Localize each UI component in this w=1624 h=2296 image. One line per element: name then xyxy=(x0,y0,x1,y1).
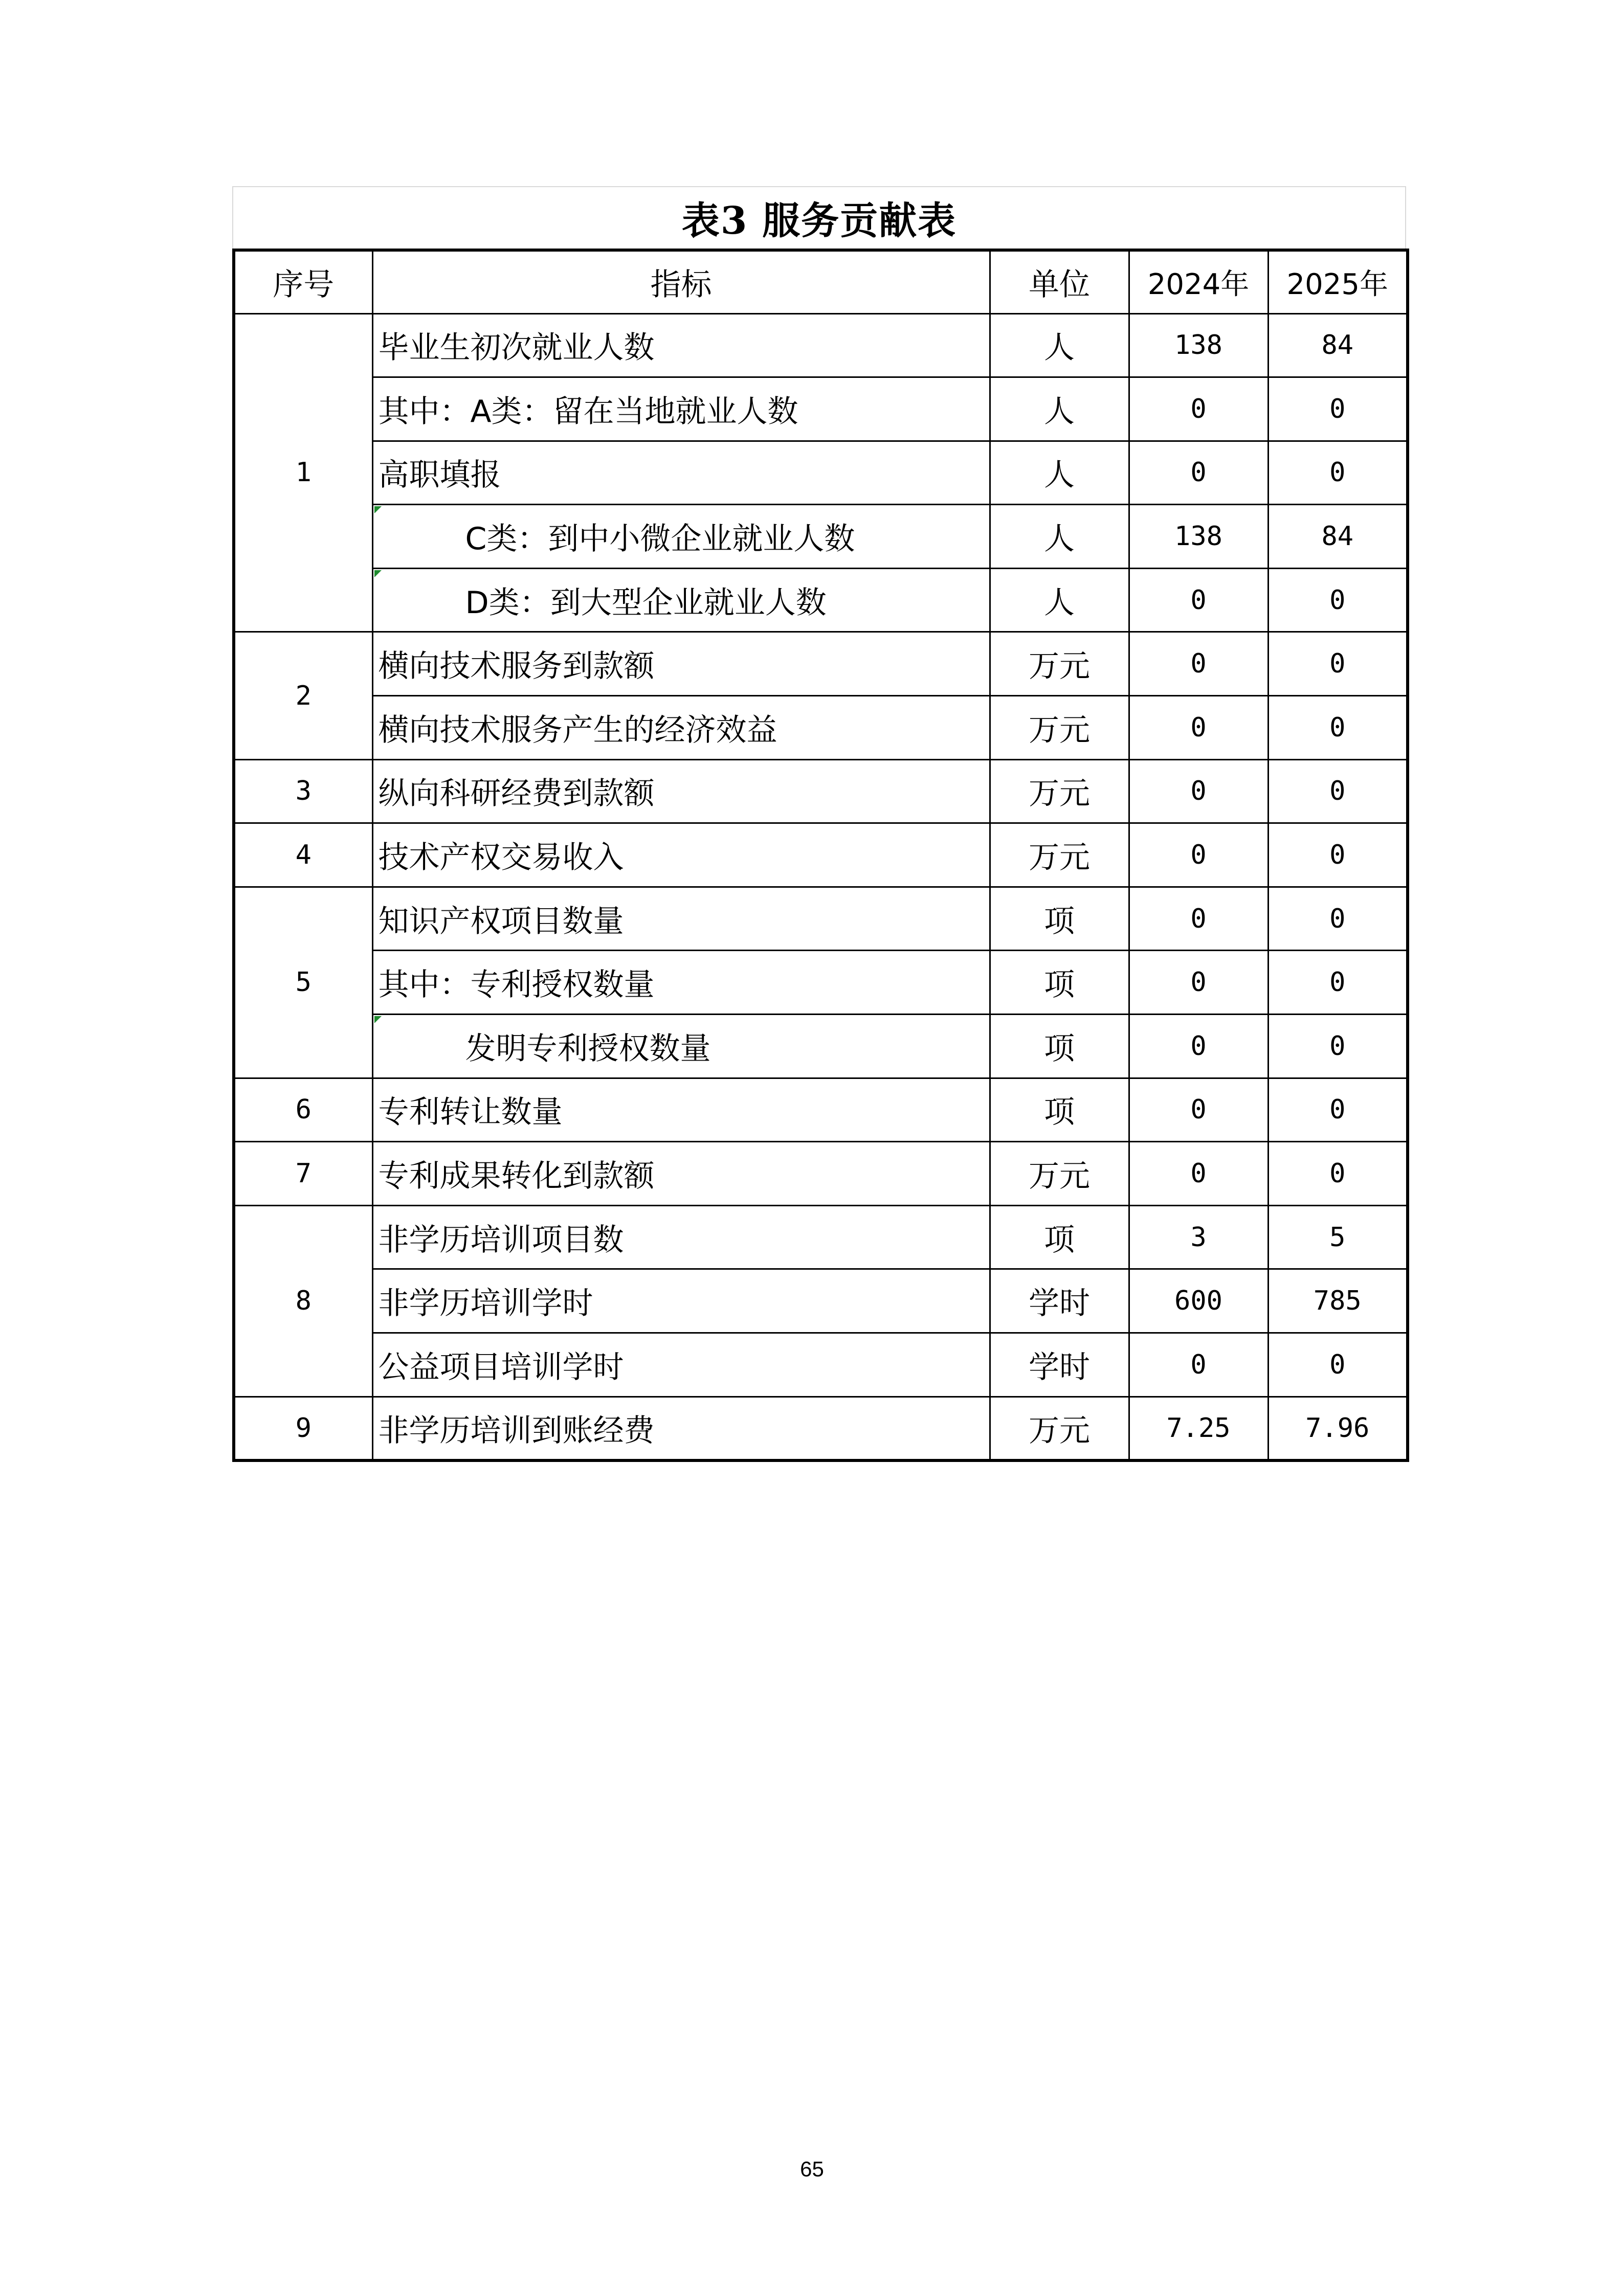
unit-cell: 万元 xyxy=(990,696,1129,760)
value-2025-cell: 0 xyxy=(1268,568,1408,632)
indicator-text: D类：到大型企业就业人数 xyxy=(465,584,827,621)
table-row xyxy=(234,505,1408,569)
indicator-text: 专利成果转化到款额 xyxy=(378,1158,655,1195)
value-2024-cell: 0 xyxy=(1129,1015,1268,1078)
indicator-cell xyxy=(372,568,990,632)
unit-cell: 项 xyxy=(990,887,1129,951)
table-row xyxy=(234,313,1408,377)
indicator-cell xyxy=(372,441,990,505)
value-2024-cell: 0 xyxy=(1129,759,1268,823)
indicator-text: 发明专利授权数量 xyxy=(465,1030,711,1067)
table-row xyxy=(234,1015,1408,1078)
value-2024-cell: 0 xyxy=(1129,441,1268,505)
cell-comment-marker-icon xyxy=(374,506,382,513)
unit-cell: 项 xyxy=(990,951,1129,1015)
header-2024: 2024年 xyxy=(1129,250,1268,313)
table-row xyxy=(234,951,1408,1015)
value-2025-cell: 0 xyxy=(1268,441,1408,505)
value-2024-cell: 0 xyxy=(1129,696,1268,760)
header-no: 序号 xyxy=(234,250,372,313)
indicator-text: 技术产权交易收入 xyxy=(378,840,624,876)
indicator-text: 非学历培训学时 xyxy=(378,1286,593,1322)
indicator-text: 毕业生初次就业人数 xyxy=(378,330,655,366)
indicator-text: 纵向科研经费到款额 xyxy=(378,776,655,812)
indicator-text: 公益项目培训学时 xyxy=(378,1349,624,1385)
unit-cell: 万元 xyxy=(990,1142,1129,1206)
row-number: 1 xyxy=(234,313,372,632)
indicator-text: 横向技术服务到款额 xyxy=(378,648,655,685)
value-2024-cell: 0 xyxy=(1129,887,1268,951)
table-row xyxy=(234,696,1408,760)
unit-cell: 人 xyxy=(990,505,1129,569)
value-2025-cell: 0 xyxy=(1268,1333,1408,1397)
row-number: 2 xyxy=(234,632,372,759)
row-number: 3 xyxy=(234,759,372,823)
value-2024-cell: 0 xyxy=(1129,568,1268,632)
value-2025-cell: 7.96 xyxy=(1268,1397,1408,1460)
table-row xyxy=(234,441,1408,505)
unit-cell: 学时 xyxy=(990,1269,1129,1333)
value-2025-cell: 0 xyxy=(1268,696,1408,760)
indicator-cell xyxy=(372,632,990,696)
header-indicator: 指标 xyxy=(372,250,990,313)
value-2024-cell: 138 xyxy=(1129,313,1268,377)
row-number: 9 xyxy=(234,1397,372,1460)
indicator-text: C类：到中小微企业就业人数 xyxy=(465,521,855,557)
indicator-cell xyxy=(372,377,990,441)
table-row xyxy=(234,1205,1408,1269)
table-row xyxy=(234,887,1408,951)
indicator-cell xyxy=(372,759,990,823)
indicator-cell xyxy=(372,313,990,377)
table-row xyxy=(234,759,1408,823)
row-number: 7 xyxy=(234,1142,372,1206)
indicator-cell xyxy=(372,696,990,760)
row-number: 8 xyxy=(234,1205,372,1397)
unit-cell: 人 xyxy=(990,377,1129,441)
page-number: 65 xyxy=(800,2157,824,2181)
indicator-cell xyxy=(372,1142,990,1206)
value-2025-cell: 785 xyxy=(1268,1269,1408,1333)
value-2025-cell: 84 xyxy=(1268,505,1408,569)
value-2024-cell: 0 xyxy=(1129,1078,1268,1142)
value-2024-cell: 0 xyxy=(1129,632,1268,696)
unit-cell: 万元 xyxy=(990,823,1129,887)
row-number: 4 xyxy=(234,823,372,887)
table-row xyxy=(234,632,1408,696)
unit-cell: 项 xyxy=(990,1078,1129,1142)
indicator-cell xyxy=(372,823,990,887)
service-contribution-table xyxy=(232,186,1406,1462)
indicator-text: 横向技术服务产生的经济效益 xyxy=(378,712,777,748)
value-2024-cell: 0 xyxy=(1129,823,1268,887)
value-2025-cell: 0 xyxy=(1268,1078,1408,1142)
value-2024-cell: 0 xyxy=(1129,1333,1268,1397)
indicator-text: 其中：专利授权数量 xyxy=(378,967,655,1003)
unit-cell: 项 xyxy=(990,1205,1129,1269)
unit-cell: 学时 xyxy=(990,1333,1129,1397)
unit-cell: 万元 xyxy=(990,1397,1129,1460)
indicator-text: 非学历培训项目数 xyxy=(378,1222,624,1258)
value-2024-cell: 0 xyxy=(1129,1142,1268,1206)
indicator-cell xyxy=(372,951,990,1015)
unit-cell: 人 xyxy=(990,441,1129,505)
value-2025-cell: 0 xyxy=(1268,632,1408,696)
indicator-cell xyxy=(372,1269,990,1333)
data-table xyxy=(232,249,1409,1462)
indicator-cell xyxy=(372,1333,990,1397)
value-2025-cell: 0 xyxy=(1268,951,1408,1015)
unit-cell: 万元 xyxy=(990,759,1129,823)
indicator-cell xyxy=(372,505,990,569)
value-2025-cell: 0 xyxy=(1268,1015,1408,1078)
value-2024-cell: 3 xyxy=(1129,1205,1268,1269)
indicator-text: 其中：A类：留在当地就业人数 xyxy=(378,393,798,430)
value-2025-cell: 0 xyxy=(1268,887,1408,951)
value-2025-cell: 0 xyxy=(1268,759,1408,823)
indicator-cell xyxy=(372,1205,990,1269)
unit-cell: 项 xyxy=(990,1015,1129,1078)
value-2024-cell: 600 xyxy=(1129,1269,1268,1333)
value-2025-cell: 5 xyxy=(1268,1205,1408,1269)
unit-cell: 万元 xyxy=(990,632,1129,696)
value-2025-cell: 0 xyxy=(1268,823,1408,887)
value-2024-cell: 0 xyxy=(1129,951,1268,1015)
value-2025-cell: 84 xyxy=(1268,313,1408,377)
table-row xyxy=(234,823,1408,887)
table-title: 表3 服务贡献表 xyxy=(232,186,1406,249)
indicator-text: 专利转让数量 xyxy=(378,1094,563,1131)
unit-cell: 人 xyxy=(990,313,1129,377)
row-number: 5 xyxy=(234,887,372,1078)
table-row xyxy=(234,568,1408,632)
indicator-text: 高职填报 xyxy=(378,457,501,493)
indicator-cell xyxy=(372,1078,990,1142)
header-unit: 单位 xyxy=(990,250,1129,313)
cell-comment-marker-icon xyxy=(374,1016,382,1023)
indicator-text: 知识产权项目数量 xyxy=(378,903,624,939)
row-number: 6 xyxy=(234,1078,372,1142)
table-row xyxy=(234,377,1408,441)
value-2024-cell: 138 xyxy=(1129,505,1268,569)
table-row xyxy=(234,1142,1408,1206)
indicator-cell xyxy=(372,1015,990,1078)
table-row xyxy=(234,1078,1408,1142)
value-2024-cell: 7.25 xyxy=(1129,1397,1268,1460)
header-row xyxy=(234,250,1408,313)
value-2025-cell: 0 xyxy=(1268,1142,1408,1206)
table-row xyxy=(234,1397,1408,1460)
cell-comment-marker-icon xyxy=(374,570,382,577)
indicator-cell xyxy=(372,1397,990,1460)
value-2024-cell: 0 xyxy=(1129,377,1268,441)
header-2025: 2025年 xyxy=(1268,250,1408,313)
indicator-cell xyxy=(372,887,990,951)
indicator-text: 非学历培训到账经费 xyxy=(378,1412,655,1449)
table-row xyxy=(234,1333,1408,1397)
value-2025-cell: 0 xyxy=(1268,377,1408,441)
table-row xyxy=(234,1269,1408,1333)
unit-cell: 人 xyxy=(990,568,1129,632)
